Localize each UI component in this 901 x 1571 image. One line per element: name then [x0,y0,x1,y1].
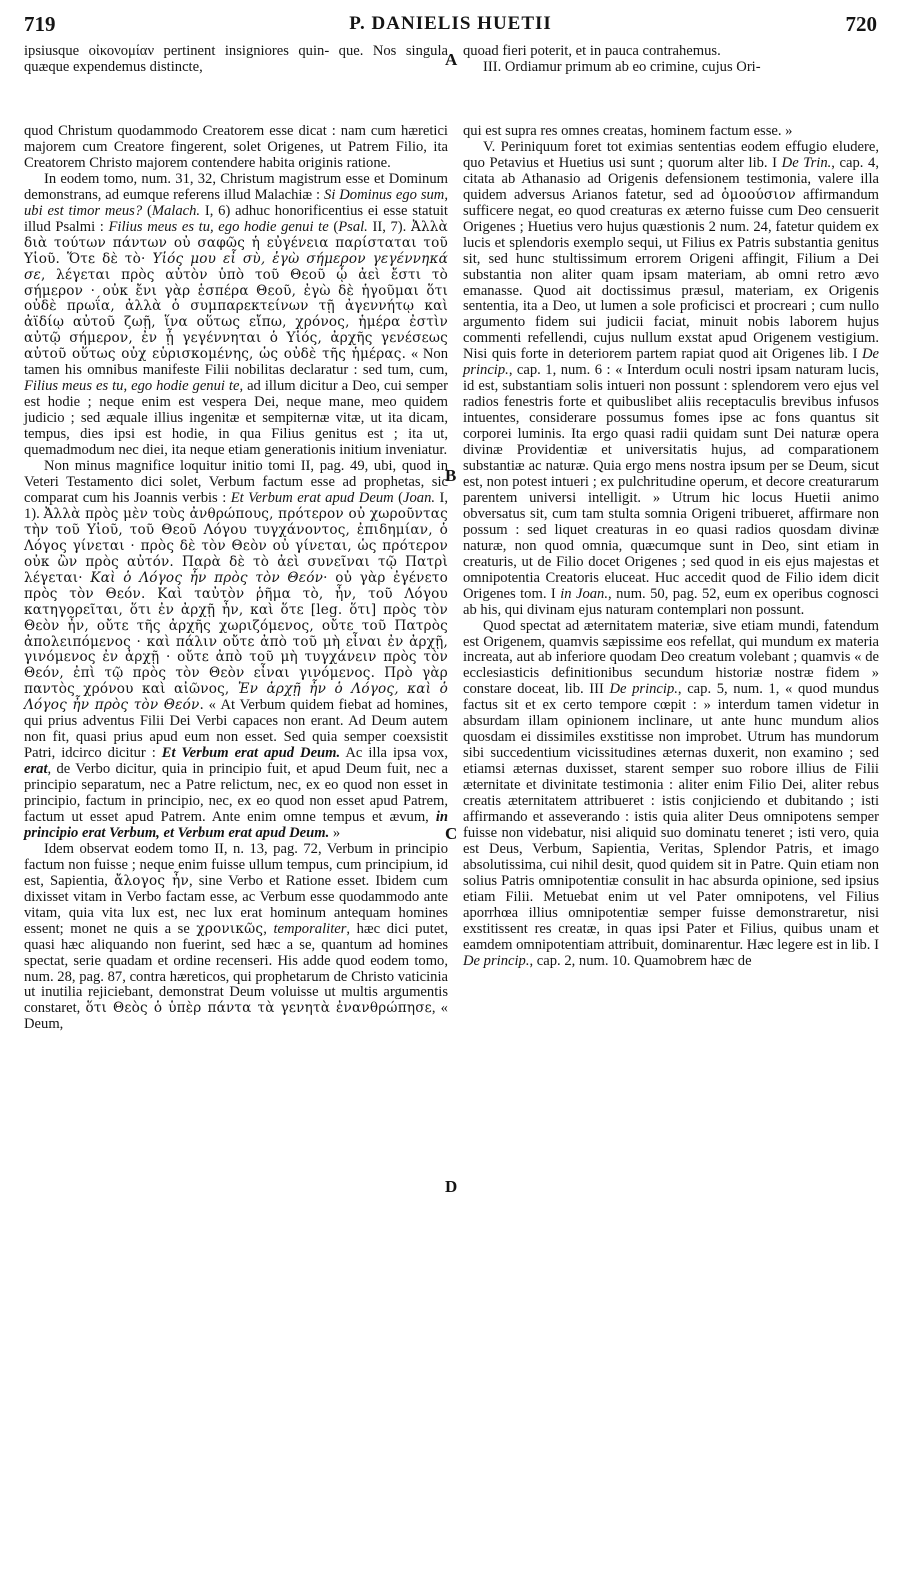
text: , cap. 1, num. 6 : « Interdum oculi nostri ipsam naturam lucis, id est, substantiam solis intueri non possunt : splendorem vero ejus vel radios fenestris forte et quibuslibet aliis receptaculis brevibus infusos intuentes, considerare possumus fomes ipse ac fons quantus sit corporei luminis. Ita ergo quasi radii quidam sunt Dei naturæ opera divinæ Providentiæ et universitatis hujus, ad comparationem substantiæ ac naturæ. Quia ergo mens nostra ipsum per se Deum, sicut est, non potest intueri ; ex pulchritudine operum, et decore creaturarum parentem universi intelligit. » Utrum hic locus Huetii animo obversatus sit, cum tam stulta somnia Origeni tribueret, affirmare non possum : sed liquet creaturas in eo quasi radios quosdam divinæ naturæ, non quod omnia, quæcumque sunt in Deo, sint etiam in creaturis, ut de Filio docet Origenes ; sed quod in eis ejus majestas et omnipotentia Creatoris eluceat. Huc accedit quod de Filio idem dicit Origenes tom. I [463,362,879,602]
text: ( [328,218,339,235]
greek-text: χρονικῶς [196,920,264,937]
paragraph-3 [463,619,879,970]
margin-letter-b: B [445,466,457,485]
paragraph-3 [24,459,448,842]
citation: Filius meus es tu, ego hodie genui te [24,378,240,395]
greek-text: · οὐ γὰρ ἐγένετο πρὸς τὸν Θεόν. Καὶ ταὐτὸν ῥῆμα τὸ, ἦν, τοῦ Λόγου κατηγορεῖται, ὅτι ἐν ἀρχῇ ἦν, καὶ ὅτε [leg. ὅτι] πρὸς τὸν Θεὸν ἦν, οὔτε τῆς ἀρχῆς χωριζόμενος, οὔτε τοῦ Πατρὸς ἀπολειπόμενος · καὶ πάλιν οὔτε ἀπὸ τοῦ μὴ εἶναι ἐν ἀρχῇ, γινόμενος ἐν ἀρχῇ · οὔτε ἀπὸ τοῦ μὴ τυγχάνειν πρὸς τὸν Θεόν, ἐπὶ τῷ πρὸς τὸν Θεὸν εἶναι γινόμενος. Πρὸ γὰρ παντὸς χρόνου καὶ αἰῶνος, [24,569,448,698]
paragraph: quoad fieri poterit, et in pauca contrahemus. [463,43,721,59]
text: , [263,920,274,937]
citation: Filius meus es tu, ego hodie genui te [108,218,329,235]
margin-letter-d: D [445,1177,458,1196]
running-title: P. DANIELIS HUETII [349,13,552,34]
citation: Et Verbum erat apud Deum. [161,745,341,762]
text: I, 6) adhuc honorificentius ei esse statuit illud Psalmi : [24,202,448,235]
citation: erat [24,761,48,778]
text: affirmandum sufficere negat, eo quod creaturas ex æterno fuisse cum Deo censuerit Origenes ; Huetius vero hujus quæstionis 2 num. 24, fatetur quidem ex lucis et splendoris exemplo sequi, ut Filius ex Patris substantia genitus sit, sed hunc stultissimum errorem Origeni affingit, Filium a Dei substantia non aliter quam ipsam materiam, ab omni retro ævo emanasse. Quod ait doctissimus præsul, materiam, ex Origenis sententia, ita a Deo, ut lumen a sole proficisci et procreari ; cum nullo argumento fidem sui judicii faciat, minuit nobis laborem hujus commenti refellendi, cujus nullum exstat apud Origenem vestigium. Nisi quis forte in deteriorem partem rapiat quod ait Origenes lib. I [463,186,879,363]
text: In eodem tomo, num. 31, 32, Christum magistrum esse et Dominum demonstrans, ad eumque referens illud Malachiæ : [24,170,448,203]
top-text-right [463,44,879,76]
paragraph-4 [24,842,448,1033]
text: , hæc dici putet, quasi hæc aliquando non fuerint, sed hæc a se, quantum ad homines spectat, serie quadam et ordine recenseri. His adde quod eodem tomo, num. 28, pag. 87, contra hæreticos, qui prophetarum de Christo vaticinia ut inutilia rejiciebant, demonstrat Deum voluisse ut multis argumentis constaret, [24,920,449,1017]
text: « At Verbum quidem fiebat ad homines, qui prius adventus Filii Dei Verbi capaces non erant. Ad Deum autem non fit, quasi prius apud eum non esset. Sed quia semper coexsistit Patri, idcirco dicitur : [24,697,448,762]
text: II, 7). [367,218,411,235]
citation: in Joan. [560,585,609,602]
greek-text: ὅτι Θεὸς ὁ ὑπὲρ πάντα τὰ γενητὰ ἐνανθρώπησε [85,1000,432,1017]
left-column [24,124,448,1033]
citation: temporaliter [273,920,347,937]
paragraph: ipsiusque οἰκονομίαν pertinent insigniores quin- que. Nos singula quæque expendemus distincte, [24,43,448,75]
right-column [463,124,879,970]
text: I, 1). [24,489,448,522]
citation: De princip. [609,681,678,698]
top-text-left [24,44,448,76]
citation: Et Verbum erat apud Deum [230,489,394,506]
paragraph-2 [24,172,448,459]
text: , sine Verbo et Ratione esset. Ibidem cum dixisset vitam in Verbo factam esse, ac Verbum esse quodammodo ante vitam, quia vita lux est, nec lux erat hominum antequam homines essent; monet ne quis a se [24,872,448,937]
greek-citation: Υἱός μου εἶ σὺ, ἐγὼ σήμερον γεγέννηκά σε [24,250,448,283]
citation: Malach. [151,202,201,219]
paragraph-2 [463,140,879,619]
citation: De Trin. [781,154,832,171]
text: , cap. 4, citata ab Athanasio ad Origenis defensionem testimonia, valere illa quidem adversus Arianos fatetur, sed ad [463,154,879,203]
paragraph-1: qui est supra res omnes creatas, hominem factum esse. » [463,123,793,139]
citation: Joan. [403,489,436,506]
greek-text: Ἀλλὰ διὰ τούτων πάντων οὐ σαφῶς ἡ εὐγένεια παρίσταται τοῦ Υἱοῦ. Ὅτε δὲ τὸ· [24,218,448,267]
text: , num. 50, pag. 52, eum ex operibus cognosci ab his, qui divinam ejus naturam contemplari non possunt. [463,585,879,618]
text: , ad illum dicitur a Deo, cui semper est hodie ; neque enim est vespera Dei, neque mane, meo quidem judicio ; sed æquale illius ingenitæ et sempiternæ vitæ, ut ita dicam, tempus, dies ipsi est hodie, in qua Filius genitus est ; ita ut, quemadmodum nec diei, ita neque etiam generationis initium inveniatur. [24,378,448,459]
text: V. Periniquum foret tot eximias sententias eodem effugio eludere, quo Petavius et Huetius usi sunt ; quorum alter lib. I [463,138,879,171]
citation: De princip. [463,346,879,379]
paragraph-1: quod Christum quodammodo Creatorem esse dicat : nam cum hæretici majorem cum Creatore fingerent, solet Origenes, ut Patrem Filio, ita Creatorem Christo majorem contendere habita originis ratione. [24,123,448,171]
margin-letter-c: C [445,824,458,843]
citation: De princip. [463,952,530,969]
text: Non minus magnifice loquitur initio tomi II, pag. 49, ubi, quod in Veteri Testamento dici solet, Verbum factum esse ad prophetas, sic comparat cum his Joannis verbis : [24,458,448,506]
text: Quod spectat ad æternitatem materiæ, sive etiam mundi, fatendum est Origenem, quamvis sæpissime eos refellat, qui mundum ex materia increata, aut ab inferiore quodam Deo creatum volebant ; quamvis « de ecclesiasticis definitionibus secundum historiæ nostræ fidem » constare doceat, lib. III [463,617,879,698]
paragraph: III. Ordiamur primum ab eo crimine, cujus Ori- [483,58,761,75]
greek-text: ὁμοούσιον [721,186,796,203]
text: , cap. 2, num. 10. Quamobrem hæc de [529,952,752,969]
greek-citation: Ἐν ἀρχῇ ἦν ὁ Λόγος, καὶ ὁ Λόγος ἦν πρὸς τὸν Θεόν [24,681,448,714]
citation: Si Dominus ego sum, ubi est timor meus? [24,186,448,219]
text: ( [393,489,403,506]
text: « Non tamen his omnibus manifeste Filii nobilitas declaratur : sed tum, cum, [24,346,448,379]
page-header [24,12,877,38]
citation: Psal. [338,218,368,235]
greek-text: ἄλογος ἦν [114,872,189,889]
greek-citation: Καὶ ὁ Λόγος ἦν πρὸς τὸν Θεόν [90,569,324,586]
greek-text: Ἀλλὰ πρὸς μὲν τοὺς ἀνθρώπους, πρότερον οὐ χωροῦντας τὴν τοῦ Υἱοῦ, τοῦ Θεοῦ Λόγου τυγχάνοντος, ἐπιδημίαν, ὁ Λόγος γίνεται · πρὸς δὲ τὸν Θεὸν οὐ γίνεται, ὡς πρότερον οὐκ ὢν πρὸς αὐτόν. Παρὰ δὲ τὸ ἀεὶ συνεῖναι τῷ Πατρὶ λέγεται· [24,505,448,586]
page-number-left: 719 [24,12,56,36]
text: , cap. 5, num. 1, « quod mundus factus sit et ex certo tempore cœpit : » interdum tamen videtur in absurdam illam opinionem inclinare, ut ante hunc mundum alios quosdam ei dissimiles exstitisse non improbet. Utrum has mundorum sibi succedentium vicissitudines æternas duxerit, non examino ; sed etiamsi æternas duxisset, starent semper suo robore illius de Filii æternitate et divinitate testimonia : aliter enim Filio Dei, aliter rebus creatis æternitatem attribueret : istis conjiciendo et dubitando ; isti affirmando et asseverando : istis quia aliter Deus omnipotens semper fuisse non videbatur, nisi aliquid suo dominatu teneret ; isti vero, quia est Deus, Verbum, Sapientia, Veritas, Splendor Patris, et imago absolutissima, cui nihil desit, quod quidem sit in Patre. Quin etiam non solius Patris omnipotentiæ consulit in hac absurda opinione, sed ipsius etiam Filii. Metuebat enim ut vel Pater omnipotens, vel Filius aporrhœa illius omnipotentiæ semper fuisse demonstraretur, nisi exstitissent res creatæ, in quas ipsi Pater et Filius, quibus unam et eamdem omnipotentiam attribuit, dominarentur. Hæc legere est in lib. I [463,681,879,953]
text: » [329,824,341,841]
margin-letter-a: A [445,50,458,69]
greek-text: . [199,697,204,714]
text: , « Deum, [24,1000,448,1033]
greek-text: , λέγεται πρὸς αὐτὸν ὑπὸ τοῦ Θεοῦ ᾧ ἀεὶ ἔστι τὸ σήμερον · οὐκ ἔνι γὰρ ἑσπέρα Θεοῦ, ἐγὼ δὲ ἡγοῦμαι ὅτι οὐδὲ πρωΐα, ἀλλὰ ὁ συμπαρεκτείνων τῇ ἀγεννήτῳ καὶ ἀϊδίῳ αὐτοῦ ζωῇ, ἵνα οὕτως εἴπω, χρόνος, ἡμέρα ἐστὶν αὐτῷ σήμερον, ἐν ᾗ γεγέννηται ὁ Υἱός, ἀρχῆς γενέσεως αὐτοῦ οὕτως οὐχ εὑρισκομένης, ὡς οὐδὲ τῆς ἡμέρας. [24,266,448,363]
text: ( [142,202,152,219]
text: Ac illa ipsa vox, [340,745,448,762]
text: , de Verbo dicitur, quia in principio fuit, et apud Deum fuit, nec a principio separatum, nec a Patre relictum, nec, ex eo quod non esset in principio, factum in principio, nec, ex eo quod non esset apud Patrem, factum ut esset apud Patrem. Ante enim omne tempus et ævum, [24,761,448,825]
citation: in principio erat Verbum, et Verbum erat apud Deum. [24,808,448,841]
page-number-right: 720 [845,12,877,36]
text: Idem observat eodem tomo II, n. 13, pag. 72, Verbum in principio factum non fuisse ; neque enim fuisse ullum tempus, cum principium, id est, Sapientia, [24,840,448,889]
